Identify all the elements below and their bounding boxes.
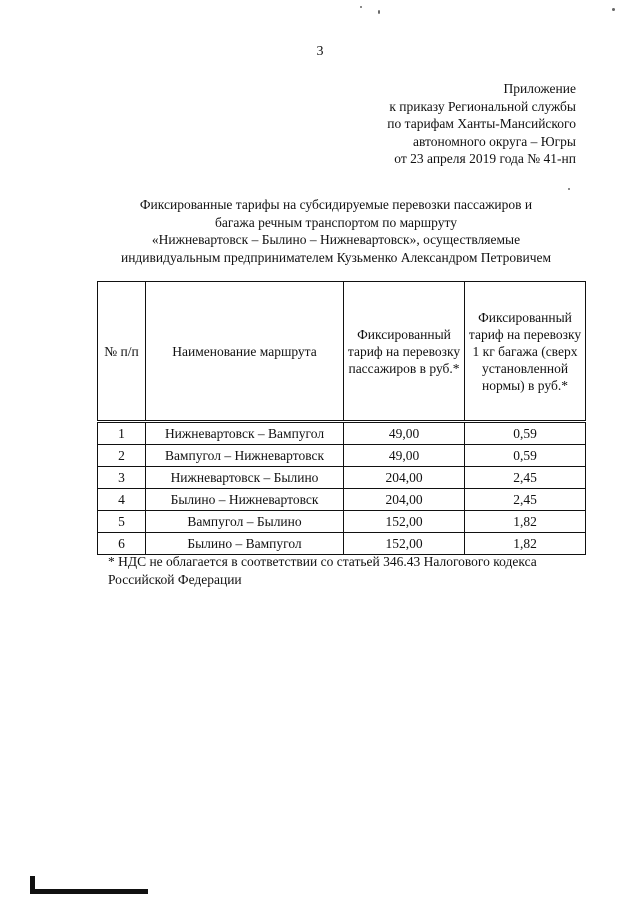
scan-speck xyxy=(360,6,362,8)
cell-number: 5 xyxy=(98,511,146,533)
footnote-line: * НДС не облагается в соответствии со статьей 346.43 Налогового кодекса xyxy=(108,554,537,569)
cell-passenger-tariff: 49,00 xyxy=(344,422,465,445)
header-passenger-tariff: Фиксированный тариф на перевозку пассажиров в руб.* xyxy=(344,282,465,422)
cell-passenger-tariff: 49,00 xyxy=(344,445,465,467)
cell-number: 4 xyxy=(98,489,146,511)
table-row xyxy=(98,533,586,555)
cell-passenger-tariff: 204,00 xyxy=(344,467,465,489)
table-row xyxy=(98,511,586,533)
title-line: индивидуальным предпринимателем Кузьменко Александром Петровичем xyxy=(120,249,552,265)
cell-baggage-tariff: 0,59 xyxy=(465,422,586,445)
cell-baggage-tariff: 1,82 xyxy=(465,511,586,533)
cell-route: Нижневартовск – Былино xyxy=(146,467,344,489)
document-title xyxy=(96,196,576,266)
table-row xyxy=(98,489,586,511)
header-number: № п/п xyxy=(98,282,146,422)
header-baggage-tariff: Фиксированный тариф на перевозку 1 кг багажа (сверх установленной нормы) в руб.* xyxy=(465,282,586,422)
appendix-line: по тарифам Ханты-Мансийского xyxy=(387,116,576,131)
page-number: 3 xyxy=(316,44,324,59)
title-line: «Нижневартовск – Былино – Нижневартовск», осуществляемые xyxy=(151,232,521,247)
appendix-line: к приказу Региональной службы xyxy=(389,98,576,114)
cell-route: Вампугол – Нижневартовск xyxy=(146,445,344,467)
cell-baggage-tariff: 1,82 xyxy=(465,533,586,555)
table-row xyxy=(98,467,586,489)
cell-route: Былино – Нижневартовск xyxy=(146,489,344,511)
scan-speck xyxy=(378,10,380,14)
cell-number: 1 xyxy=(98,422,146,445)
cell-passenger-tariff: 152,00 xyxy=(344,533,465,555)
title-line: багажа речным транспортом по маршруту xyxy=(215,214,457,230)
cell-baggage-tariff: 0,59 xyxy=(465,445,586,467)
table-row xyxy=(98,422,586,445)
scan-edge-mark xyxy=(30,889,148,894)
cell-baggage-tariff: 2,45 xyxy=(465,467,586,489)
appendix-line: от 23 апреля 2019 года № 41-нп xyxy=(394,151,576,166)
appendix-line: Приложение xyxy=(503,81,576,96)
appendix-line: автономного округа – Югры xyxy=(413,133,576,149)
header-route: Наименование маршрута xyxy=(146,282,344,422)
footnote-line: Российской Федерации xyxy=(108,571,242,587)
table-header-row xyxy=(98,282,586,422)
cell-baggage-tariff: 2,45 xyxy=(465,489,586,511)
cell-route: Былино – Вампугол xyxy=(146,533,344,555)
scan-speck xyxy=(568,188,570,190)
footnote xyxy=(108,553,588,588)
cell-route: Нижневартовск – Вампугол xyxy=(146,422,344,445)
table-row xyxy=(98,445,586,467)
cell-number: 2 xyxy=(98,445,146,467)
scan-edge-mark xyxy=(30,876,35,894)
cell-passenger-tariff: 152,00 xyxy=(344,511,465,533)
scan-speck xyxy=(612,8,615,11)
tariff-table xyxy=(97,281,586,555)
appendix-block xyxy=(387,80,576,168)
cell-number: 6 xyxy=(98,533,146,555)
cell-number: 3 xyxy=(98,467,146,489)
cell-route: Вампугол – Былино xyxy=(146,511,344,533)
cell-passenger-tariff: 204,00 xyxy=(344,489,465,511)
title-line: Фиксированные тарифы на субсидируемые перевозки пассажиров и xyxy=(139,197,533,212)
